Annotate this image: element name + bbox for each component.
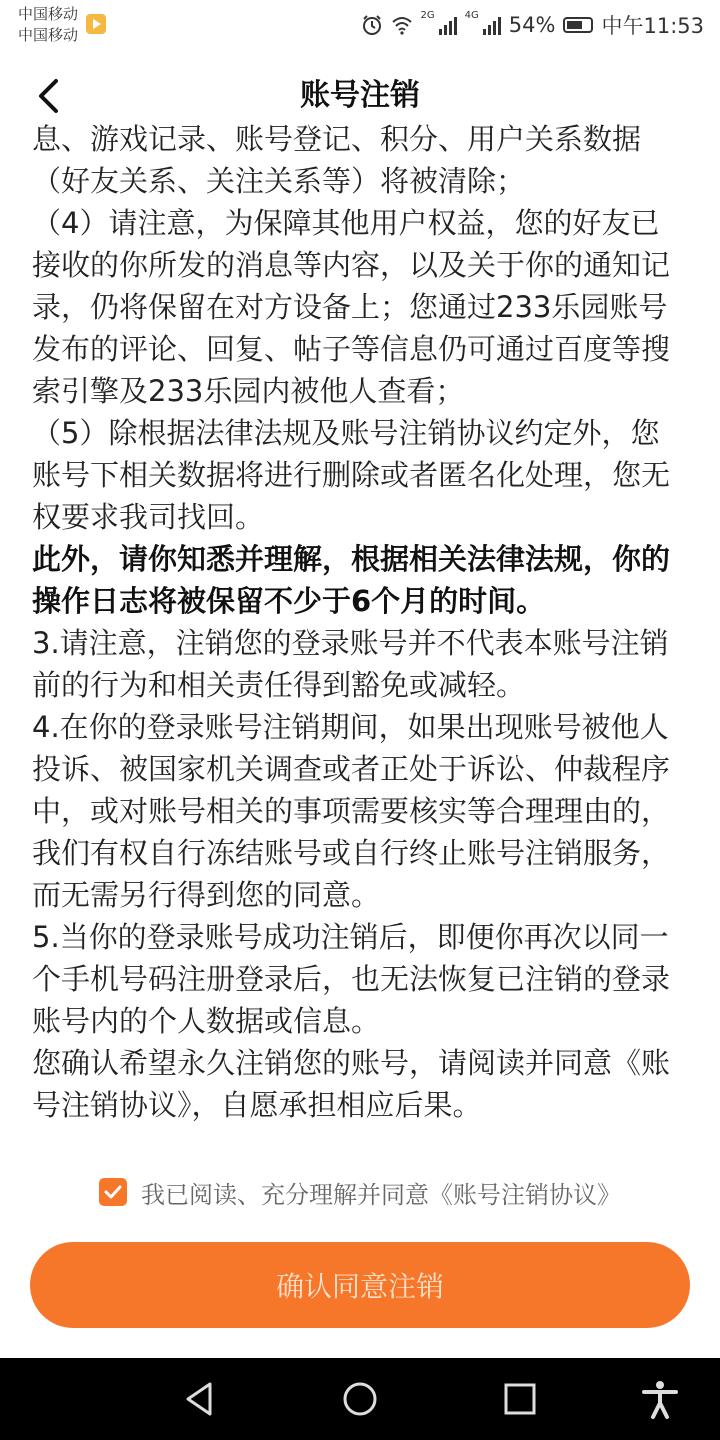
back-triangle-icon[interactable]	[180, 1379, 220, 1419]
chevron-left-icon	[36, 78, 60, 114]
agreement-row	[0, 1172, 720, 1212]
terms-item: 5.当你的登录账号成功注销后，即便你再次以同一个手机号码注册登录后，也无法恢复已注销的登录账号内的个人数据或信息。	[32, 920, 671, 1038]
accessibility-icon[interactable]	[640, 1379, 680, 1419]
carrier-info	[18, 4, 78, 46]
cut-off-line: 息、游戏记录、账号登记、积分、用户关系数据	[32, 122, 642, 156]
signal-2-label: 4G	[464, 10, 479, 21]
carrier-2: 中国移动	[18, 26, 79, 44]
agreement-label[interactable]: 我已阅读、充分理解并同意《账号注销协议》	[141, 1180, 621, 1209]
back-button[interactable]	[26, 72, 70, 120]
home-circle-icon[interactable]	[340, 1379, 380, 1419]
signal-1-icon	[439, 15, 457, 35]
agreement-checkbox[interactable]	[99, 1178, 127, 1206]
status-icons	[361, 10, 704, 40]
terms-scroll-area[interactable]	[0, 122, 720, 1140]
wifi-icon	[391, 14, 413, 36]
checkmark-icon	[103, 1182, 123, 1202]
recents-square-icon[interactable]	[500, 1379, 540, 1419]
alarm-icon	[361, 14, 383, 36]
video-app-icon	[86, 14, 106, 34]
signal-2-icon	[483, 15, 501, 35]
terms-paragraph: （5）除根据法律法规及账号注销协议约定外，您账号下相关数据将进行删除或者匿名化处理，您无权要求我司找回。	[32, 416, 671, 534]
terms-item: 3.请注意，注销您的登录账号并不代表本账号注销前的行为和相关责任得到豁免或减轻。	[32, 626, 669, 702]
battery-icon	[563, 17, 593, 33]
clock: 中午11:53	[601, 14, 704, 38]
confirm-cancel-account-button[interactable]: 确认同意注销	[30, 1242, 690, 1328]
status-bar	[0, 0, 720, 52]
signal-1-label: 2G	[420, 10, 435, 21]
battery-percent: 54%	[508, 13, 556, 37]
terms-paragraph: （4）请注意，为保障其他用户权益，您的好友已接收的你所发的消息等内容，以及关于你的通知记录，仍将保留在对方设备上；您通过233乐园账号发布的评论、回复、帖子等信息仍可通过百度等搜索引擎及233乐园内被他人查看；	[32, 206, 671, 408]
terms-content	[32, 118, 688, 1126]
carrier-1: 中国移动	[18, 5, 79, 23]
log-retention-notice: 此外，请你知悉并理解，根据相关法律法规，你的操作日志将被保留不少于6个月的时间。	[32, 542, 671, 618]
system-nav-bar	[0, 1358, 720, 1440]
terms-paragraph: （好友关系、关注关系等）将被清除；	[32, 164, 526, 198]
terms-item: 4.在你的登录账号注销期间，如果出现账号被他人投诉、被国家机关调查或者正处于诉讼、仲裁程序中，或对账号相关的事项需要核实等合理理由的，我们有权自行冻结账号或自行终止账号注销服务，而无需另行得到您的同意。	[32, 710, 671, 912]
page-title: 账号注销	[300, 78, 420, 113]
terms-item: 您确认希望永久注销您的账号，请阅读并同意《账号注销协议》，自愿承担相应后果。	[32, 1046, 671, 1122]
